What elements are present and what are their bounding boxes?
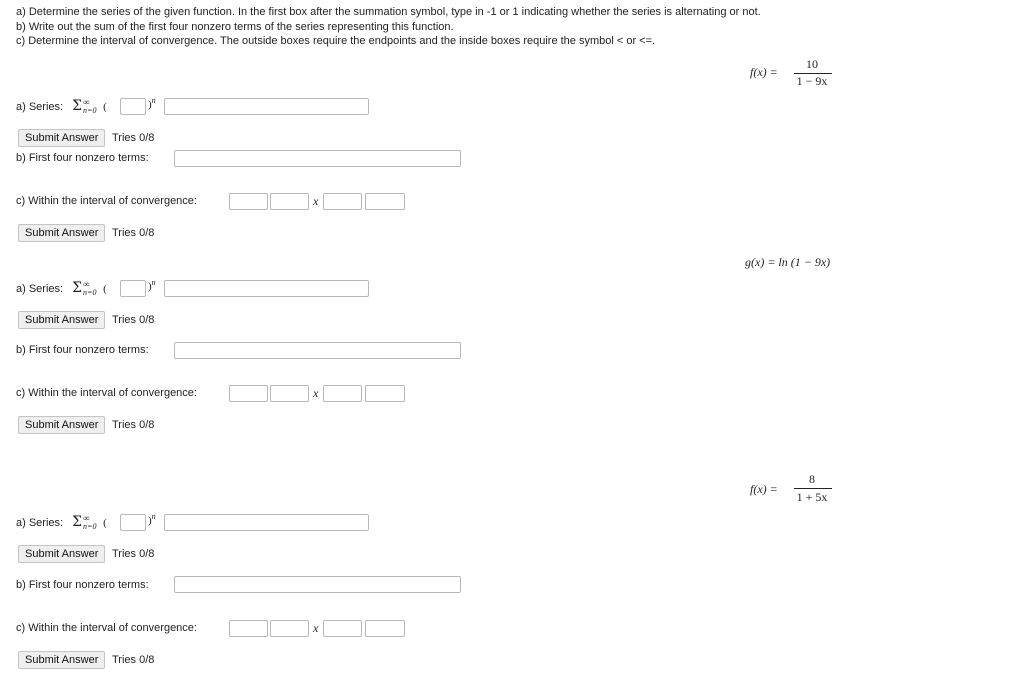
first-four-label: b) First four nonzero terms: (16, 344, 149, 356)
submit-answer-button[interactable]: Submit Answer (18, 129, 105, 147)
submit-answer-button[interactable]: Submit Answer (18, 311, 105, 329)
first-four-label: b) First four nonzero terms: (16, 579, 149, 591)
fraction-numerator: 10 (806, 57, 818, 71)
upper-endpoint-input[interactable] (365, 193, 405, 210)
lower-symbol-input[interactable] (270, 620, 309, 637)
sigma-upper: ∞ (83, 513, 90, 523)
x-variable: x (313, 621, 319, 635)
fraction-bar (794, 488, 832, 489)
first-four-input[interactable] (174, 576, 461, 593)
open-paren: ( (103, 101, 107, 113)
lower-symbol-input[interactable] (270, 385, 309, 402)
first-four-input[interactable] (174, 150, 461, 167)
tries-counter: Tries 0/8 (112, 227, 155, 239)
sigma-upper: ∞ (83, 97, 90, 107)
upper-symbol-input[interactable] (323, 193, 362, 210)
power-n: n (151, 278, 156, 287)
sigma-lower: n=0 (83, 522, 97, 531)
instructions (16, 5, 761, 49)
series-row (16, 279, 107, 297)
close-paren-power (148, 512, 156, 527)
series-label: a) Series: (16, 283, 64, 295)
series-term-input[interactable] (164, 280, 369, 297)
sigma-upper: ∞ (83, 279, 90, 289)
fraction-denominator: 1 + 5x (796, 490, 828, 504)
problem-1-function (750, 57, 850, 91)
series-label: a) Series: (16, 517, 64, 529)
close-paren-power (148, 96, 156, 111)
submit-answer-button[interactable]: Submit Answer (18, 224, 105, 242)
function-label: f(x) = (750, 65, 778, 79)
problem-2-function: g(x) = ln (1 − 9x) (745, 255, 831, 269)
upper-symbol-input[interactable] (323, 620, 362, 637)
power-n: n (151, 512, 156, 521)
submit-answer-button[interactable]: Submit Answer (18, 416, 105, 434)
upper-endpoint-input[interactable] (365, 385, 405, 402)
close-paren: ) (148, 98, 152, 111)
sigma-icon: Σ (72, 98, 83, 114)
instruction-b: b) Write out the sum of the first four nonzero terms of the series representing this function. (16, 20, 454, 33)
open-paren: ( (103, 283, 107, 295)
close-paren: ) (148, 280, 152, 293)
interval-label: c) Within the interval of convergence: (16, 387, 197, 399)
series-term-input[interactable] (164, 98, 369, 115)
tries-counter: Tries 0/8 (112, 132, 155, 144)
instruction-a: a) Determine the series of the given function. In the first box after the summation symbol, type in -1 or 1 indicating whether the series is alternating or not. (16, 6, 761, 18)
sign-input[interactable] (120, 98, 146, 115)
lower-endpoint-input[interactable] (229, 385, 268, 402)
close-paren: ) (148, 514, 152, 527)
series-term-input[interactable] (164, 514, 369, 531)
lower-endpoint-input[interactable] (229, 193, 268, 210)
interval-label: c) Within the interval of convergence: (16, 622, 197, 634)
open-paren: ( (103, 517, 107, 529)
sigma-icon: Σ (72, 280, 83, 296)
sign-input[interactable] (120, 514, 146, 531)
problem-3-function (750, 472, 850, 506)
first-four-input[interactable] (174, 342, 461, 359)
lower-symbol-input[interactable] (270, 193, 309, 210)
first-four-label: b) First four nonzero terms: (16, 152, 149, 164)
sigma-icon: Σ (72, 514, 83, 530)
tries-counter: Tries 0/8 (112, 654, 155, 666)
sigma-lower: n=0 (83, 106, 97, 115)
x-variable: x (313, 386, 319, 400)
interval-label: c) Within the interval of convergence: (16, 195, 197, 207)
series-row (16, 97, 107, 115)
close-paren-power (148, 278, 156, 293)
submit-answer-button[interactable]: Submit Answer (18, 651, 105, 669)
series-row (16, 513, 107, 531)
function-label: f(x) = (750, 482, 778, 496)
series-label: a) Series: (16, 101, 64, 113)
fraction-denominator: 1 − 9x (796, 74, 828, 88)
tries-counter: Tries 0/8 (112, 419, 155, 431)
sigma-lower: n=0 (83, 288, 97, 297)
instruction-c: c) Determine the interval of convergence. The outside boxes require the endpoints and the inside boxes require the symbol < or <=. (16, 35, 656, 47)
lower-endpoint-input[interactable] (229, 620, 268, 637)
power-n: n (151, 96, 156, 105)
submit-answer-button[interactable]: Submit Answer (18, 545, 105, 563)
sign-input[interactable] (120, 280, 146, 297)
upper-endpoint-input[interactable] (365, 620, 405, 637)
tries-counter: Tries 0/8 (112, 314, 155, 326)
upper-symbol-input[interactable] (323, 385, 362, 402)
tries-counter: Tries 0/8 (112, 548, 155, 560)
fraction-numerator: 8 (809, 472, 815, 486)
x-variable: x (313, 194, 319, 208)
